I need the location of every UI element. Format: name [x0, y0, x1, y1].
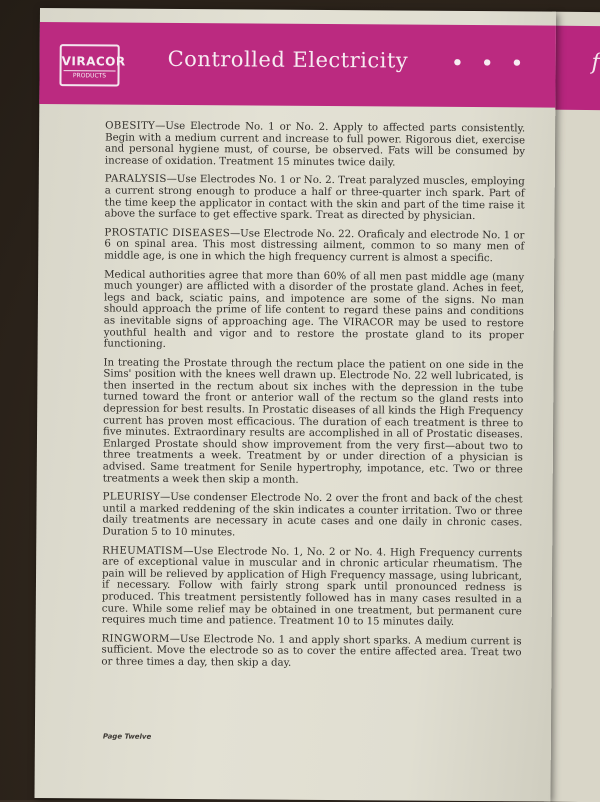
- paragraph-text: —Use Electrode No. 1 and apply short sparks. A medium current is sufficient. Move the electrode so as to cover the entire affected area. Treat two or three times a day, then skip a day.: [101, 633, 522, 669]
- paragraph-text: —Use Electrode No. 22. Oraficaly and electrode No. 1 or 6 on spinal area. This most distressing ailment, common to so many men of middle age, is one in which the high frequency current is almost a specific.: [104, 228, 525, 265]
- term-heading: PROSTATIC DISEASES: [104, 227, 231, 240]
- paragraph-text: —Use Electrodes No. 1 or No. 2. Treat paralyzed muscles, employing a current strong enough to produce a half or three-quarter inch spark. Part of the time keep the applicator in contact with the skin and part of the time raise it above the surface to get effective spark. Treat as directed by physician.: [104, 174, 525, 223]
- term-heading: PLEURISY: [102, 491, 161, 504]
- title-dots: • • •: [451, 52, 529, 75]
- body-text: [101, 120, 525, 677]
- paragraph-prostate-treatment: [103, 357, 524, 487]
- paragraph-text: —Use Electrode No. 1 or No. 2. Apply to affected parts consistently. Begin with a medium current and increase to full power. Rigorous diet, exercise and personal hygiene must, of course, be observed. Fats will be consumed by increase of oxidation. Treatment 15 minutes twice daily.: [104, 120, 526, 169]
- term-heading: PARALYSIS: [104, 173, 167, 186]
- booklet-page: [34, 8, 556, 802]
- paragraph-text: In treating the Prostate through the rectum place the patient on one side in the Sims' position with the knees well drawn up. Electrode No. 22 well lubricated, is then inserted in the rectum about six inches with the depression in the tube turned toward the front or anterior wall of the rectum so the gland rests into depression for best results. In Prostatic diseases of all kinds the High Frequency current has proven most efficacious. The duration of each treatment is three to five minutes. Extraordinary results are accomplished in all of Prostatic diseases. Enlarged Prostate should show improvement from the very first—about two to three treatments a week. Treatment by or under direction of a physician is advised. Same treatment for Senile hypertrophy, impotance, etc. Two or three treatments a week then skip a month.: [102, 357, 524, 486]
- paragraph-rheumatism: [102, 545, 523, 629]
- paragraph-pleurisy: [102, 492, 522, 541]
- page-header-band: [39, 22, 556, 108]
- paragraph-obesity: [105, 120, 525, 169]
- paragraph-text: Medical authorities agree that more than 60% of all men past middle age (many much younger) are afflicted with a disorder of the prostate gland. Aches in feet, legs and back, sciatic pains, and impotence are some of the signs. No man should approach the prime of life content to regard these pains and conditions as inevitable signs of approaching age. The VIRACOR may be used to restore youthful health and vigor and to restore the prostate gland to its proper functioning.: [103, 268, 525, 350]
- logo-subtext: PRODUCTS: [63, 70, 115, 80]
- paragraph-medical-authorities: [104, 269, 525, 353]
- page-title: Controlled Electricity: [167, 46, 409, 73]
- page-number: Page Twelve: [102, 732, 152, 741]
- viracor-logo: [59, 44, 126, 86]
- paragraph-text: —Use Electrode No. 1, No. 2 or No. 4. High Frequency currents are of exceptional value in muscular and in chronic articular rheumatism. The pain will be relieved by application of High Frequency massage, using lubricant, if necessary. Follow with fairly strong spark until pronounced redness is produced. This treatment persistently followed has in many cases resulted in a cure. While some relief may be obtained in one treatment, but permanent cure requires much time and patience. Treatment 10 to 15 minutes daily.: [101, 545, 523, 629]
- paragraph-prostatic-diseases: [104, 227, 524, 265]
- paragraph-paralysis: [105, 174, 525, 223]
- logo-text: VIRACOR: [61, 54, 126, 69]
- term-heading: RHEUMATISM: [102, 545, 184, 557]
- term-heading: OBESITY: [105, 120, 156, 132]
- term-heading: RINGWORM: [101, 633, 170, 645]
- adjacent-page-title-fragment: f: [591, 50, 600, 76]
- paragraph-ringworm: [101, 633, 521, 671]
- paragraph-text: —Use condenser Electrode No. 2 over the front and back of the chest until a marked reddening of the skin indicates a counter irritation. Two or three daily treatments are necessary in acute cases and one daily in chronic cases. Duration 5 to 10 minutes.: [102, 492, 523, 539]
